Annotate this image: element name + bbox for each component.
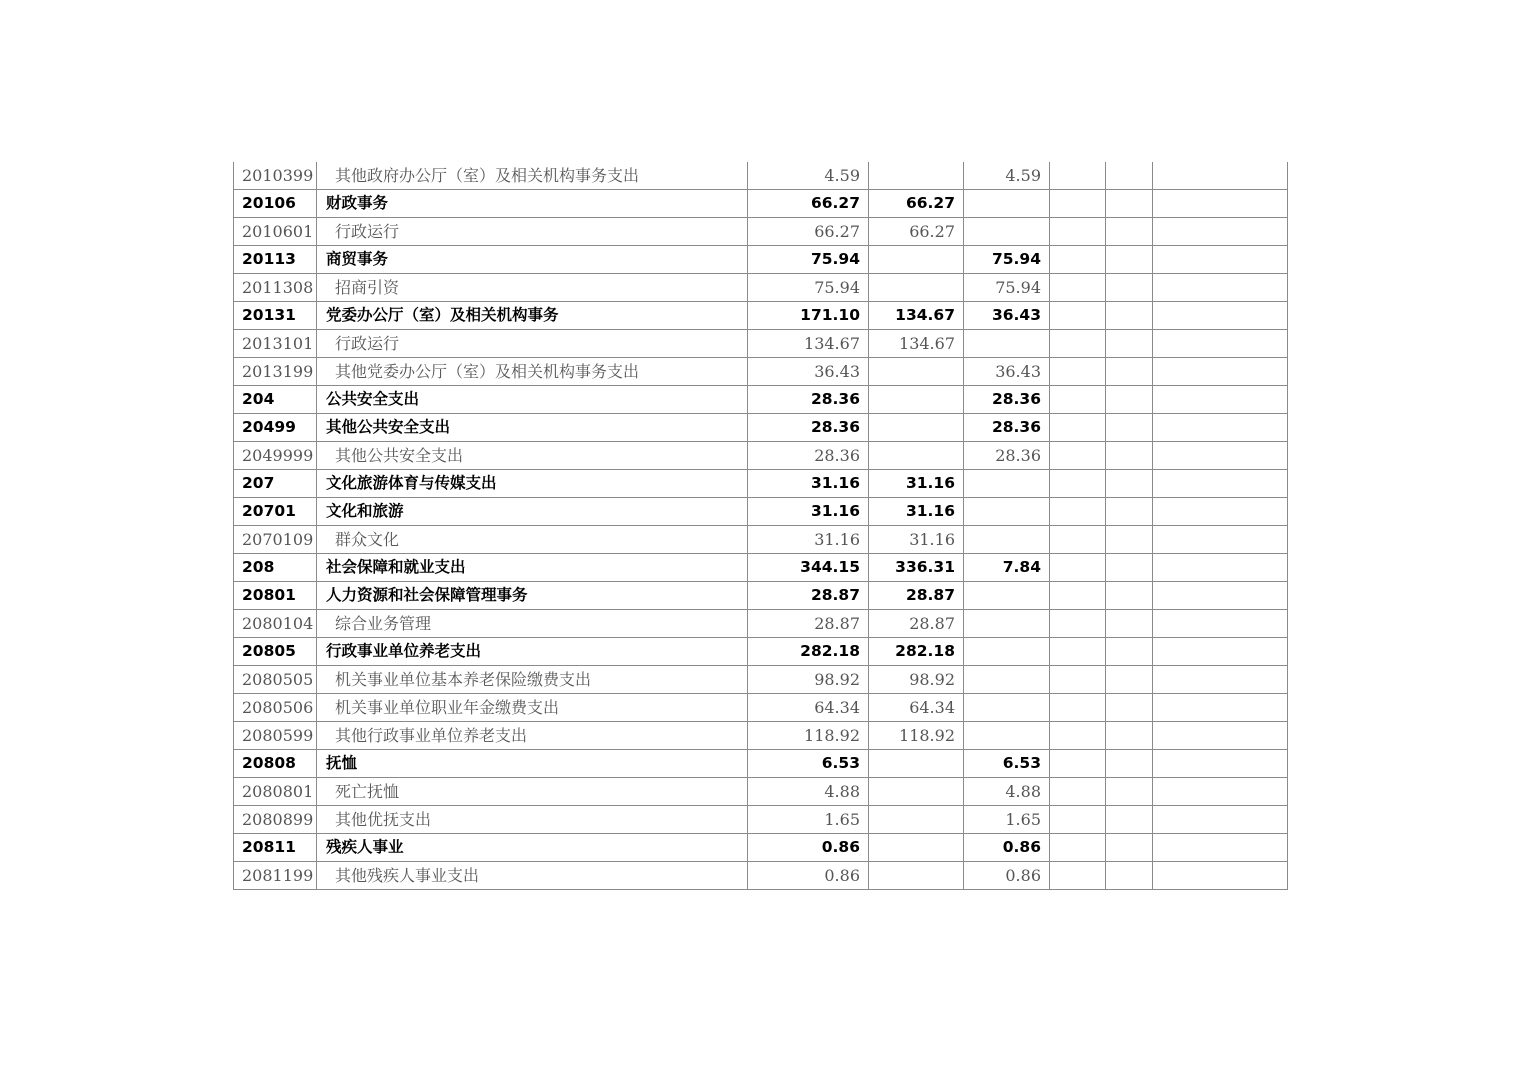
empty-cell [1153, 638, 1288, 666]
total-cell: 98.92 [748, 666, 869, 694]
code-cell: 2081199 [234, 862, 317, 890]
detail-row [234, 358, 1288, 386]
basic-expenditure-cell [869, 414, 964, 442]
detail-row [234, 862, 1288, 890]
item-name-cell: 行政运行 [317, 330, 748, 358]
total-cell: 0.86 [748, 862, 869, 890]
item-name-cell: 死亡抚恤 [317, 778, 748, 806]
detail-row [234, 162, 1288, 190]
basic-expenditure-cell: 134.67 [869, 302, 964, 330]
code-cell: 20131 [234, 302, 317, 330]
total-cell: 6.53 [748, 750, 869, 778]
code-cell: 2010601 [234, 218, 317, 246]
total-cell: 344.15 [748, 554, 869, 582]
code-cell: 2049999 [234, 442, 317, 470]
detail-row [234, 330, 1288, 358]
summary-row [234, 750, 1288, 778]
empty-cell [1153, 526, 1288, 554]
project-expenditure-cell: 6.53 [964, 750, 1050, 778]
project-expenditure-cell [964, 190, 1050, 218]
empty-cell [1153, 666, 1288, 694]
empty-cell [1106, 750, 1153, 778]
code-cell: 2080506 [234, 694, 317, 722]
basic-expenditure-cell [869, 778, 964, 806]
empty-cell [1106, 246, 1153, 274]
summary-row [234, 638, 1288, 666]
basic-expenditure-cell [869, 862, 964, 890]
basic-expenditure-cell [869, 442, 964, 470]
project-expenditure-cell [964, 330, 1050, 358]
code-cell: 207 [234, 470, 317, 498]
summary-row [234, 498, 1288, 526]
item-name-cell: 文化和旅游 [317, 498, 748, 526]
total-cell: 66.27 [748, 190, 869, 218]
project-expenditure-cell: 0.86 [964, 862, 1050, 890]
empty-cell [1106, 806, 1153, 834]
detail-row [234, 610, 1288, 638]
empty-cell [1106, 610, 1153, 638]
total-cell: 4.88 [748, 778, 869, 806]
total-cell: 282.18 [748, 638, 869, 666]
detail-row [234, 694, 1288, 722]
detail-row [234, 722, 1288, 750]
empty-cell [1153, 274, 1288, 302]
code-cell: 2080505 [234, 666, 317, 694]
empty-cell [1050, 582, 1106, 610]
empty-cell [1050, 274, 1106, 302]
code-cell: 2080899 [234, 806, 317, 834]
item-name-cell: 文化旅游体育与传媒支出 [317, 470, 748, 498]
empty-cell [1153, 694, 1288, 722]
total-cell: 36.43 [748, 358, 869, 386]
project-expenditure-cell: 36.43 [964, 358, 1050, 386]
item-name-cell: 财政事务 [317, 190, 748, 218]
item-name-cell: 其他行政事业单位养老支出 [317, 722, 748, 750]
empty-cell [1050, 750, 1106, 778]
empty-cell [1050, 554, 1106, 582]
basic-expenditure-cell: 31.16 [869, 470, 964, 498]
empty-cell [1153, 806, 1288, 834]
empty-cell [1050, 722, 1106, 750]
item-name-cell: 商贸事务 [317, 246, 748, 274]
empty-cell [1153, 442, 1288, 470]
basic-expenditure-cell: 282.18 [869, 638, 964, 666]
item-name-cell: 其他公共安全支出 [317, 442, 748, 470]
empty-cell [1050, 834, 1106, 862]
summary-row [234, 414, 1288, 442]
project-expenditure-cell: 28.36 [964, 414, 1050, 442]
detail-row [234, 526, 1288, 554]
total-cell: 28.36 [748, 386, 869, 414]
empty-cell [1106, 862, 1153, 890]
empty-cell [1050, 386, 1106, 414]
empty-cell [1106, 414, 1153, 442]
total-cell: 1.65 [748, 806, 869, 834]
project-expenditure-cell [964, 638, 1050, 666]
empty-cell [1050, 190, 1106, 218]
project-expenditure-cell: 28.36 [964, 386, 1050, 414]
code-cell: 2080801 [234, 778, 317, 806]
empty-cell [1106, 302, 1153, 330]
total-cell: 31.16 [748, 498, 869, 526]
basic-expenditure-cell [869, 274, 964, 302]
basic-expenditure-cell [869, 386, 964, 414]
item-name-cell: 其他公共安全支出 [317, 414, 748, 442]
total-cell: 31.16 [748, 470, 869, 498]
code-cell: 2010399 [234, 162, 317, 190]
code-cell: 204 [234, 386, 317, 414]
basic-expenditure-cell [869, 162, 964, 190]
detail-row [234, 806, 1288, 834]
empty-cell [1050, 638, 1106, 666]
empty-cell [1050, 330, 1106, 358]
empty-cell [1050, 442, 1106, 470]
total-cell: 28.36 [748, 442, 869, 470]
code-cell: 20701 [234, 498, 317, 526]
empty-cell [1050, 778, 1106, 806]
total-cell: 28.87 [748, 582, 869, 610]
empty-cell [1106, 330, 1153, 358]
code-cell: 2080104 [234, 610, 317, 638]
detail-row [234, 218, 1288, 246]
total-cell: 64.34 [748, 694, 869, 722]
project-expenditure-cell: 0.86 [964, 834, 1050, 862]
empty-cell [1153, 862, 1288, 890]
code-cell: 20805 [234, 638, 317, 666]
empty-cell [1153, 554, 1288, 582]
basic-expenditure-cell: 28.87 [869, 610, 964, 638]
basic-expenditure-cell: 28.87 [869, 582, 964, 610]
project-expenditure-cell [964, 666, 1050, 694]
item-name-cell: 残疾人事业 [317, 834, 748, 862]
item-name-cell: 群众文化 [317, 526, 748, 554]
empty-cell [1050, 414, 1106, 442]
item-name-cell: 行政事业单位养老支出 [317, 638, 748, 666]
project-expenditure-cell: 4.59 [964, 162, 1050, 190]
empty-cell [1153, 834, 1288, 862]
empty-cell [1153, 330, 1288, 358]
item-name-cell: 其他政府办公厅（室）及相关机构事务支出 [317, 162, 748, 190]
empty-cell [1153, 162, 1288, 190]
basic-expenditure-cell [869, 246, 964, 274]
empty-cell [1106, 470, 1153, 498]
project-expenditure-cell: 4.88 [964, 778, 1050, 806]
code-cell: 20808 [234, 750, 317, 778]
total-cell: 0.86 [748, 834, 869, 862]
empty-cell [1106, 442, 1153, 470]
basic-expenditure-cell [869, 834, 964, 862]
summary-row [234, 386, 1288, 414]
empty-cell [1153, 246, 1288, 274]
empty-cell [1153, 218, 1288, 246]
item-name-cell: 党委办公厅（室）及相关机构事务 [317, 302, 748, 330]
item-name-cell: 机关事业单位职业年金缴费支出 [317, 694, 748, 722]
project-expenditure-cell [964, 694, 1050, 722]
total-cell: 28.36 [748, 414, 869, 442]
empty-cell [1153, 750, 1288, 778]
basic-expenditure-cell: 98.92 [869, 666, 964, 694]
empty-cell [1106, 218, 1153, 246]
empty-cell [1050, 694, 1106, 722]
code-cell: 20499 [234, 414, 317, 442]
code-cell: 20801 [234, 582, 317, 610]
total-cell: 134.67 [748, 330, 869, 358]
summary-row [234, 470, 1288, 498]
empty-cell [1153, 778, 1288, 806]
empty-cell [1050, 218, 1106, 246]
code-cell: 20106 [234, 190, 317, 218]
item-name-cell: 综合业务管理 [317, 610, 748, 638]
project-expenditure-cell: 75.94 [964, 246, 1050, 274]
code-cell: 208 [234, 554, 317, 582]
total-cell: 75.94 [748, 246, 869, 274]
project-expenditure-cell: 7.84 [964, 554, 1050, 582]
empty-cell [1050, 666, 1106, 694]
empty-cell [1050, 470, 1106, 498]
empty-cell [1153, 414, 1288, 442]
item-name-cell: 抚恤 [317, 750, 748, 778]
empty-cell [1106, 386, 1153, 414]
empty-cell [1050, 862, 1106, 890]
item-name-cell: 招商引资 [317, 274, 748, 302]
detail-row [234, 778, 1288, 806]
item-name-cell: 人力资源和社会保障管理事务 [317, 582, 748, 610]
item-name-cell: 机关事业单位基本养老保险缴费支出 [317, 666, 748, 694]
basic-expenditure-cell [869, 806, 964, 834]
total-cell: 118.92 [748, 722, 869, 750]
project-expenditure-cell: 75.94 [964, 274, 1050, 302]
basic-expenditure-cell: 336.31 [869, 554, 964, 582]
summary-row [234, 246, 1288, 274]
empty-cell [1050, 302, 1106, 330]
empty-cell [1050, 162, 1106, 190]
project-expenditure-cell: 36.43 [964, 302, 1050, 330]
total-cell: 4.59 [748, 162, 869, 190]
empty-cell [1106, 582, 1153, 610]
basic-expenditure-cell: 31.16 [869, 498, 964, 526]
empty-cell [1153, 498, 1288, 526]
detail-row [234, 666, 1288, 694]
empty-cell [1106, 274, 1153, 302]
empty-cell [1106, 554, 1153, 582]
project-expenditure-cell [964, 610, 1050, 638]
item-name-cell: 社会保障和就业支出 [317, 554, 748, 582]
expenditure-table [233, 162, 1288, 890]
basic-expenditure-cell: 66.27 [869, 190, 964, 218]
empty-cell [1106, 526, 1153, 554]
project-expenditure-cell [964, 722, 1050, 750]
empty-cell [1153, 470, 1288, 498]
empty-cell [1106, 694, 1153, 722]
empty-cell [1050, 610, 1106, 638]
empty-cell [1106, 190, 1153, 218]
summary-row [234, 302, 1288, 330]
table-body [234, 162, 1288, 890]
empty-cell [1106, 498, 1153, 526]
empty-cell [1153, 190, 1288, 218]
total-cell: 31.16 [748, 526, 869, 554]
basic-expenditure-cell: 118.92 [869, 722, 964, 750]
empty-cell [1153, 358, 1288, 386]
item-name-cell: 公共安全支出 [317, 386, 748, 414]
empty-cell [1153, 302, 1288, 330]
project-expenditure-cell [964, 498, 1050, 526]
basic-expenditure-cell: 66.27 [869, 218, 964, 246]
code-cell: 2011308 [234, 274, 317, 302]
summary-row [234, 554, 1288, 582]
summary-row [234, 834, 1288, 862]
project-expenditure-cell [964, 582, 1050, 610]
empty-cell [1153, 386, 1288, 414]
empty-cell [1106, 162, 1153, 190]
code-cell: 2070109 [234, 526, 317, 554]
empty-cell [1050, 498, 1106, 526]
code-cell: 20113 [234, 246, 317, 274]
total-cell: 171.10 [748, 302, 869, 330]
empty-cell [1106, 666, 1153, 694]
summary-row [234, 190, 1288, 218]
code-cell: 2080599 [234, 722, 317, 750]
basic-expenditure-cell [869, 750, 964, 778]
empty-cell [1106, 834, 1153, 862]
empty-cell [1106, 722, 1153, 750]
total-cell: 66.27 [748, 218, 869, 246]
total-cell: 28.87 [748, 610, 869, 638]
project-expenditure-cell: 28.36 [964, 442, 1050, 470]
summary-row [234, 582, 1288, 610]
empty-cell [1050, 806, 1106, 834]
empty-cell [1050, 526, 1106, 554]
empty-cell [1153, 722, 1288, 750]
code-cell: 20811 [234, 834, 317, 862]
basic-expenditure-cell: 31.16 [869, 526, 964, 554]
item-name-cell: 其他党委办公厅（室）及相关机构事务支出 [317, 358, 748, 386]
item-name-cell: 行政运行 [317, 218, 748, 246]
empty-cell [1153, 610, 1288, 638]
detail-row [234, 274, 1288, 302]
item-name-cell: 其他残疾人事业支出 [317, 862, 748, 890]
code-cell: 2013199 [234, 358, 317, 386]
code-cell: 2013101 [234, 330, 317, 358]
total-cell: 75.94 [748, 274, 869, 302]
empty-cell [1106, 358, 1153, 386]
project-expenditure-cell [964, 218, 1050, 246]
empty-cell [1050, 358, 1106, 386]
project-expenditure-cell: 1.65 [964, 806, 1050, 834]
project-expenditure-cell [964, 470, 1050, 498]
basic-expenditure-cell: 134.67 [869, 330, 964, 358]
project-expenditure-cell [964, 526, 1050, 554]
item-name-cell: 其他优抚支出 [317, 806, 748, 834]
basic-expenditure-cell: 64.34 [869, 694, 964, 722]
empty-cell [1153, 582, 1288, 610]
empty-cell [1106, 778, 1153, 806]
empty-cell [1050, 246, 1106, 274]
basic-expenditure-cell [869, 358, 964, 386]
empty-cell [1106, 638, 1153, 666]
detail-row [234, 442, 1288, 470]
